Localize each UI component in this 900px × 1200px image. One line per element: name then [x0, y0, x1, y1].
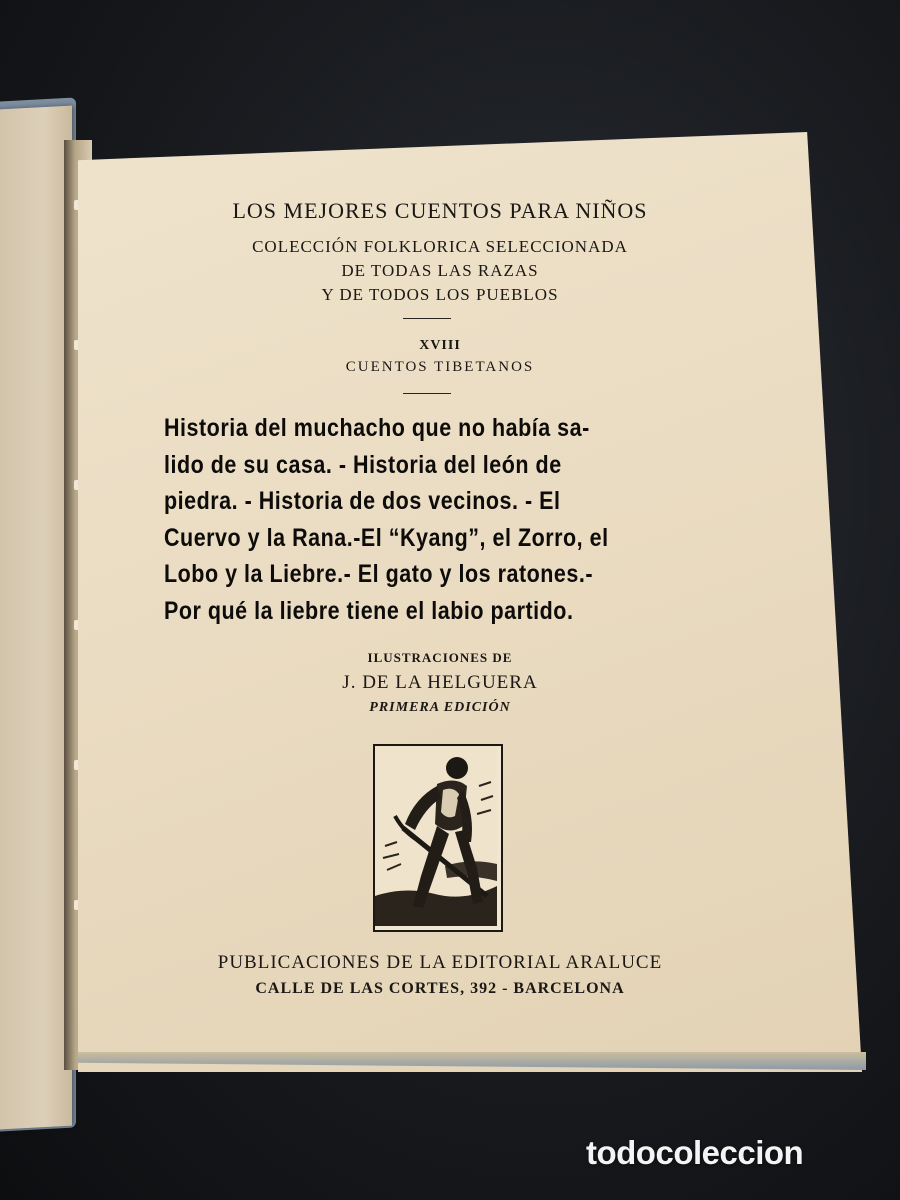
left-page: [0, 106, 72, 1131]
contents-list: [164, 410, 628, 629]
volume-title: CUENTOS TIBETANOS: [345, 359, 535, 375]
divider-rule: [403, 393, 451, 394]
collection-line: DE TODAS LAS RAZAS: [341, 261, 539, 280]
contents-line: Por qué la liebre tiene el labio partido.: [164, 596, 574, 625]
divider-rule: [403, 318, 451, 319]
contents-line: Cuervo y la Rana.-El “Kyang”, el Zorro, el: [164, 523, 609, 552]
collection-line: COLECCIÓN FOLKLORICA SELECCIONADA: [252, 237, 628, 256]
watermark-logo: todocoleccion: [586, 1134, 804, 1171]
edition-label: PRIMERA EDICIÓN: [369, 700, 511, 715]
contents-line: piedra. - Historia de dos vecinos. - El: [164, 487, 561, 515]
contents-line: Lobo y la Liebre.- El gato y los ratones.-: [164, 560, 594, 588]
contents-line: lido de su casa. - Historia del león de: [164, 450, 562, 479]
publisher-address: CALLE DE LAS CORTES, 392 - BARCELONA: [255, 980, 625, 997]
illustrator-name: J. DE LA HELGUERA: [342, 672, 538, 693]
illustrations-label: ILUSTRACIONES DE: [367, 650, 513, 665]
volume-number: XVIII: [419, 338, 461, 353]
contents-line: Historia del muchacho que no había sa-: [164, 414, 590, 442]
woodcut-vignette-image: [373, 744, 503, 932]
publisher-name: PUBLICACIONES DE LA EDITORIAL ARALUCE: [217, 952, 663, 973]
worker-figure-icon: [375, 746, 497, 926]
collection-line: Y DE TODOS LOS PUEBLOS: [321, 285, 559, 304]
series-title: LOS MEJORES CUENTOS PARA NIÑOS: [232, 198, 648, 223]
